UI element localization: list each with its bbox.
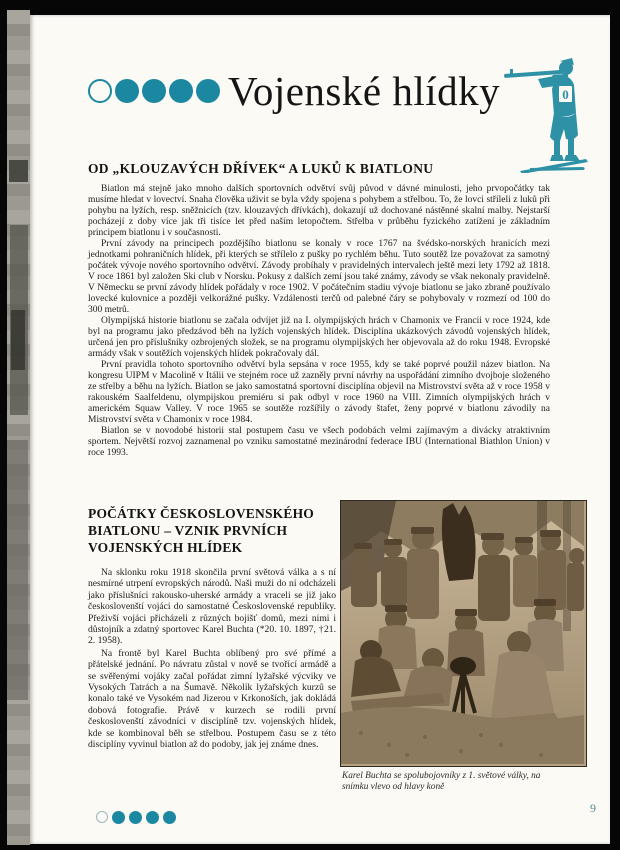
paragraph: První pravidla tohoto sportovního odvětví byla sepsána v roce 1955, kdy se také poprvé použil název biatlon. Na kongresu UIPM v Macolině v Itálii ve stejném roce už zazněly první návrhy na uspořádání zimního dvojboje složeného ze střelby a běhu na lyžích. Biatlon se jako samostatná sportovní disciplína objevil na Mistrovství světa až v roce 1958 v rakouském Saalfeldenu, olympijskou premiéru si pak odbyl v roce 1960 na VIII. Zimních olympijských hrách v americkém Squaw Valley. V roce 1965 se soutěže rozšířily o závody štafet, ženy poprvé v biatlonu závodily na Mistrovství světa v Chamonix v roce 1984.	[88, 360, 550, 425]
paragraph: Olympijská historie biatlonu se začala odvíjet již na I. olympijských hrách v Chamonix ve Francii v roce 1924, kde byl na programu jako předzávod běh na lyžích vojenských hlídek. Disciplína ukázkových závodů vojenských hlídek, určená jen pro příslušníky ozbrojených složek, se na programu olympijských her objevovala až do roku 1948. Evropské armády však v soutěžích vojenských hlídek pokračovaly dál.	[88, 316, 550, 359]
title-dots-decoration	[88, 79, 220, 103]
circle-icon	[129, 811, 142, 824]
circle-icon	[142, 79, 166, 103]
circle-icon	[196, 79, 220, 103]
paragraph: První závody na principech pozdějšího biatlonu se konaly v roce 1767 na švédsko-norských hranicích mezi jednotkami pohraničních hlídek, při kterých se střílelo z pušky po rychlém běhu. Tuto soutěž lze považovat za samotný počátek vývoje nového sportovního odvětví. Závody probíhaly v pravidelných intervalech ještě mezi lety 1792 až 1818. V roce 1861 byl založen Ski club v Norsku. Pokusy z dalších zemí jsou také známy, závody se však nekonaly pravidelně. V Německu se první závody hlídek pořádaly v roce 1902. V počátečním stadiu vývoje biatlonu se jako zbraně používalo lovecké kulovnice a později velkorážné pušky. Vzdálenosti terčů od palebné čáry se pohybovaly v rozmezí od 100 do 300 metrů.	[88, 239, 550, 315]
circle-icon	[169, 79, 193, 103]
soldiers-group-photo	[341, 501, 584, 764]
photo-caption: Karel Buchta se spolubojovníky z 1. světové války, na snímku vlevo od hlavy koně	[342, 771, 541, 792]
circle-icon	[146, 811, 159, 824]
scan-artifact	[11, 310, 25, 370]
paragraph: Na frontě byl Karel Buchta oblíbený pro své přímé a přátelské jednání. Po návratu zůstal v nově se tvořící armádě a se svěřenými vojáky začal pořádat zimní lyžařské výcviky ve Vysokých Tatrách a na Šumavě. Několik lyžařských kurzů se konalo také ve Vysokém nad Jizerou v Krkonoších, jak dokládá dobová fotografie. Právě v kurzech se rodili první českoslovenští závodníci v disciplíně tzv. vojenských hlídek, kde se kombinoval běh se střelbou. Postupem času se z této disciplíny vyvinul biatlon až do podoby, jak jej známe dnes.	[88, 647, 336, 751]
circle-icon	[163, 811, 176, 824]
paragraph: Biatlon má stejně jako mnoho dalších sportovních odvětví svůj původ v dávné minulosti, jeho prvopočátky tak musíme hledat v lovectví. Snaha člověka uživit se byla vždy spojena s pohybem a střelbou. To, že lovci stříleli z luků při pohybu na lyžích, resp. sněžnicích (tzv. klouzavých dřívkách), dokazují už dochované nástěnné skalní malby. Nejstarší pocházejí z doby více jak tři tisíce let před naším letopočtem. Střelba v průběhu fyzického zatížení je základním principem biatlonu i v současnosti.	[88, 184, 550, 238]
section2-body	[88, 567, 336, 751]
section1-heading: OD „KLOUZAVÝCH DŘÍVEK“ A LUKŮ K BIATLONU	[88, 161, 434, 176]
biathlete-shooter-icon	[502, 55, 590, 173]
page-number: 9	[590, 801, 596, 815]
circle-outline-icon	[88, 79, 112, 103]
scanned-book-edge	[7, 10, 30, 845]
paragraph: Biatlon se v novodobé historii stal postupem času ve všech podobách velmi zajímavým a divácky atraktivním sportem. Největší rozvoj zaznamenal po vzniku samostatné mezinárodní federace IBU (International Biathlon Union) v roce 1993.	[88, 426, 550, 458]
page-title: Vojenské hlídky	[228, 68, 501, 114]
bib-number: 0	[562, 87, 569, 102]
section2-heading: POČÁTKY ČESKOSLOVENSKÉHO BIATLONU – VZNIK PRVNÍCH VOJENSKÝCH HLÍDEK	[88, 506, 314, 555]
circle-icon	[115, 79, 139, 103]
paragraph: Na sklonku roku 1918 skončila první světová válka a s ní nesmírné utrpení evropských národů. Naši muži do ní odcházeli jako příslušníci rakousko-uherské armády a vraceli se již jako českoslovenští vojáci do samostatné Československé republiky. Přeživší vojáci přicházeli z různých bojišť domů, mezi nimi i důstojník a zdatný sportovec Karel Buchta (*20. 10. 1897, †21. 2. 1958).	[88, 567, 336, 647]
scan-artifact	[7, 440, 28, 700]
book-page	[30, 15, 610, 844]
footer-dots-decoration	[96, 811, 176, 824]
historical-photo	[340, 500, 587, 767]
section1-body	[88, 184, 550, 459]
circle-icon	[112, 811, 125, 824]
circle-outline-icon	[96, 811, 108, 823]
scan-artifact	[9, 160, 28, 182]
